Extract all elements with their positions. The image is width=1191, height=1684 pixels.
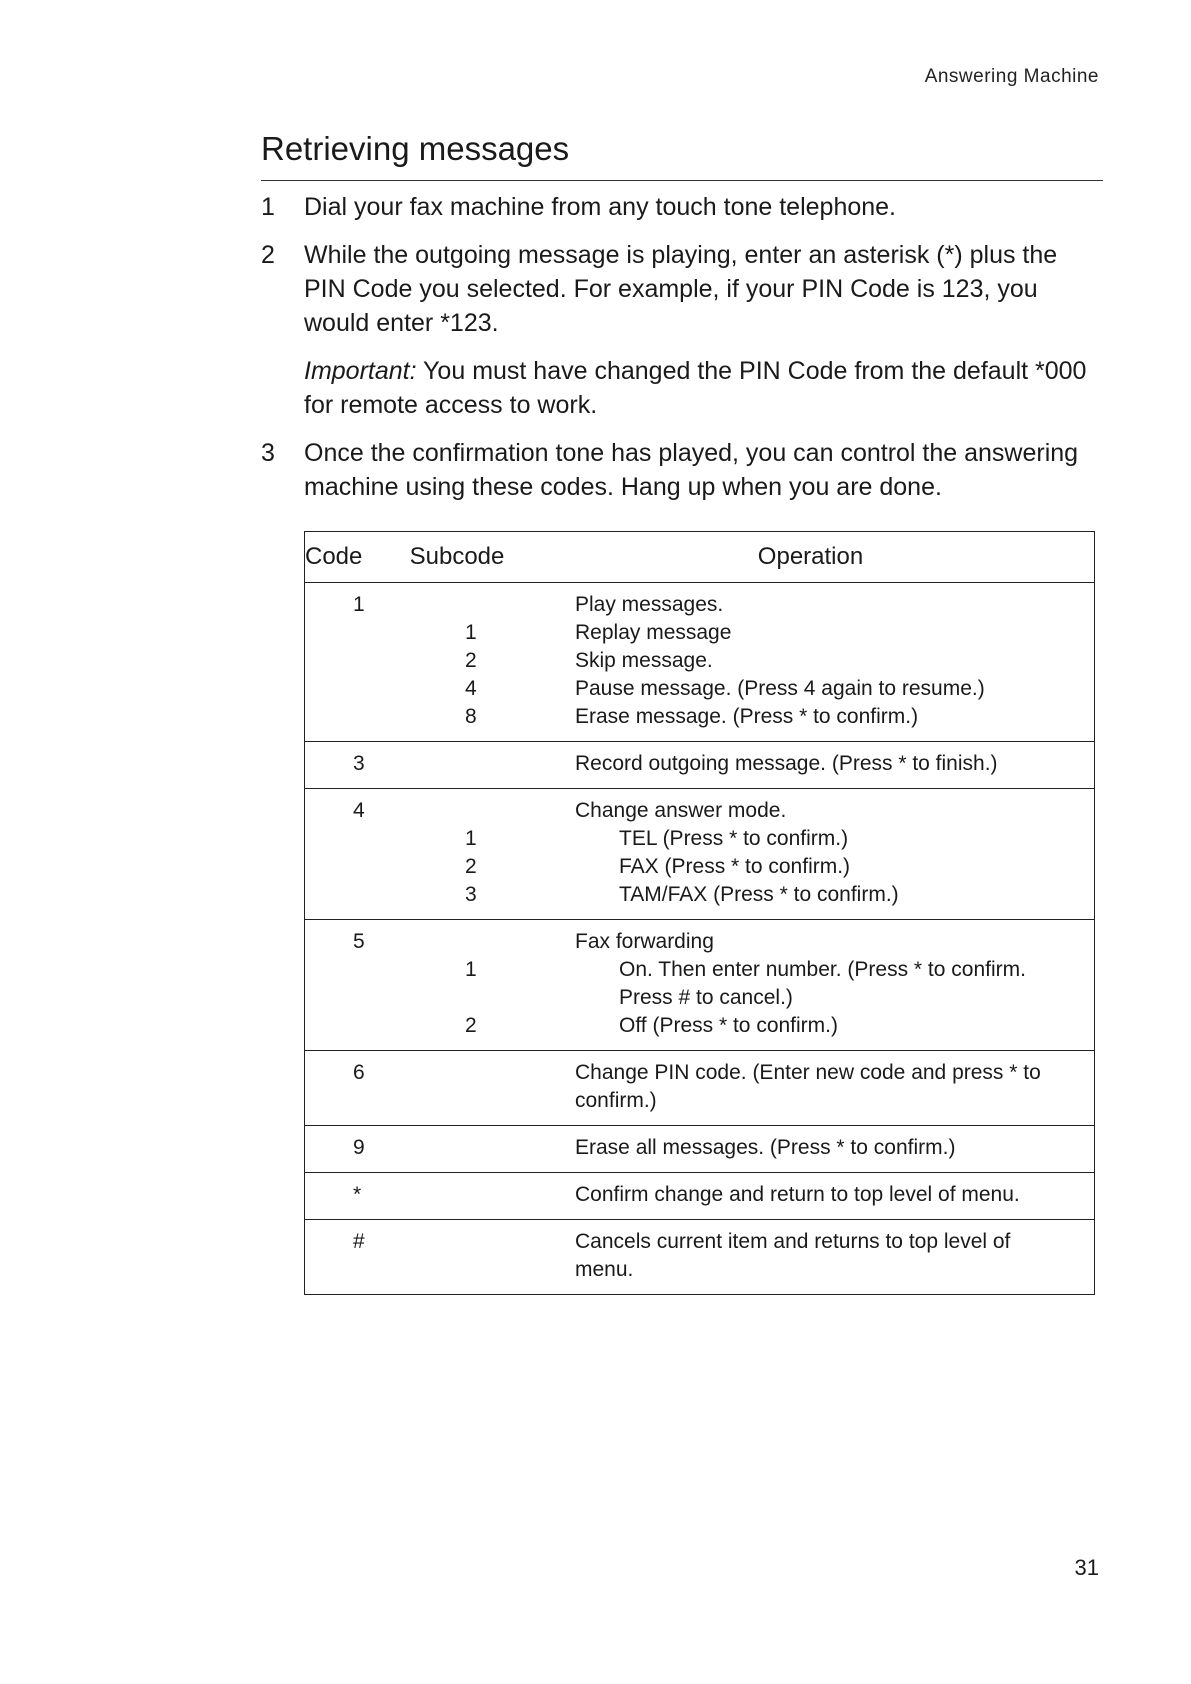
code-cell: 4	[353, 799, 365, 822]
code-cell	[305, 853, 415, 881]
step-number: 1	[261, 193, 275, 221]
steps-list	[261, 190, 1103, 518]
code-cell: *	[353, 1183, 362, 1206]
step-text: While the outgoing message is playing, enter an asterisk (*) plus the PIN Code you selected. For example, if your PIN Code is 123, you would enter *123.	[304, 241, 1058, 337]
title-divider	[261, 180, 1103, 181]
subcode-cell	[415, 1059, 575, 1115]
step-item	[261, 190, 1103, 224]
table-row	[305, 853, 1094, 881]
table-group	[305, 1051, 1094, 1126]
operation-cell: Replay message	[575, 621, 732, 644]
table-row	[305, 703, 1094, 731]
table-group	[305, 920, 1094, 1051]
table-group	[305, 1173, 1094, 1220]
subcode-cell: 2	[465, 649, 477, 672]
table-row	[305, 956, 1094, 1012]
page-title: Retrieving messages	[261, 130, 570, 167]
operation-cell: Confirm change and return to top level of menu.	[575, 1183, 1020, 1206]
code-cell: #	[353, 1230, 365, 1253]
operation-cell: Fax forwarding	[575, 930, 714, 953]
subcode-cell: 3	[465, 883, 477, 906]
code-cell	[305, 675, 415, 703]
code-cell	[305, 1012, 415, 1040]
table-row	[305, 797, 1094, 825]
step-number: 3	[261, 439, 275, 467]
operation-cell: Change answer mode.	[575, 799, 787, 822]
code-cell: 9	[353, 1136, 365, 1159]
operation-cell: TEL (Press * to confirm.)	[619, 827, 849, 850]
subcode-cell: 2	[465, 855, 477, 878]
table-group	[305, 1220, 1094, 1294]
operation-cell: On. Then enter number. (Press * to confirm. Press # to cancel.)	[619, 958, 1026, 1009]
operation-cell: Off (Press * to confirm.)	[619, 1014, 838, 1037]
step-item	[261, 238, 1103, 340]
subcode-cell: 8	[465, 705, 477, 728]
subcode-cell: 2	[465, 1014, 477, 1037]
step-text: Once the confirmation tone has played, you can control the answering machine using these codes. Hang up when you are done.	[304, 439, 1079, 501]
header-code: Code	[305, 543, 363, 570]
running-header: Answering Machine	[924, 66, 1099, 87]
table-row	[305, 1012, 1094, 1040]
table-row	[305, 1228, 1094, 1284]
operation-cell: Change PIN code. (Enter new code and press * to confirm.)	[575, 1061, 1041, 1112]
code-cell	[305, 703, 415, 731]
table-header	[305, 532, 1094, 583]
code-cell: 1	[353, 593, 365, 616]
code-cell	[305, 619, 415, 647]
operation-cell: Record outgoing message. (Press * to finish.)	[575, 752, 998, 775]
table-group	[305, 1126, 1094, 1173]
table-group	[305, 789, 1094, 920]
subcode-cell	[415, 1181, 575, 1209]
code-cell	[305, 956, 415, 1012]
note-label: Important:	[304, 357, 417, 385]
operation-cell: TAM/FAX (Press * to confirm.)	[619, 883, 899, 906]
table-group	[305, 583, 1094, 742]
step-text: Dial your fax machine from any touch tone telephone.	[304, 193, 897, 221]
table-row	[305, 928, 1094, 956]
code-cell: 3	[353, 752, 365, 775]
subcode-cell	[415, 591, 575, 619]
subcode-cell: 1	[465, 827, 477, 850]
step-number: 2	[261, 241, 275, 269]
table-row	[305, 675, 1094, 703]
subcode-cell: 1	[465, 958, 477, 981]
table-body	[305, 583, 1094, 1294]
note-text: You must have changed the PIN Code from the default *000 for remote access to work.	[304, 357, 1087, 419]
code-cell	[305, 825, 415, 853]
table-row	[305, 881, 1094, 909]
subcode-cell	[415, 1134, 575, 1162]
table-row	[305, 750, 1094, 778]
subcode-cell: 4	[465, 677, 477, 700]
code-cell	[305, 881, 415, 909]
step-item	[261, 436, 1103, 504]
subcode-cell: 1	[465, 621, 477, 644]
important-note	[304, 354, 1103, 422]
header-subcode: Subcode	[409, 543, 505, 570]
table-row	[305, 591, 1094, 619]
operation-cell: Erase message. (Press * to confirm.)	[575, 705, 919, 728]
subcode-cell	[415, 797, 575, 825]
table-row	[305, 1134, 1094, 1162]
table-row	[305, 1181, 1094, 1209]
code-cell: 5	[353, 930, 365, 953]
operation-cell: Cancels current item and returns to top level of menu.	[575, 1230, 1011, 1281]
operation-cell: Play messages.	[575, 593, 724, 616]
header-operation: Operation	[757, 543, 864, 570]
subcode-cell	[415, 928, 575, 956]
operation-cell: FAX (Press * to confirm.)	[619, 855, 851, 878]
code-cell: 6	[353, 1061, 365, 1084]
subcode-cell	[415, 1228, 575, 1284]
page-number: 31	[1074, 1555, 1099, 1580]
operation-cell: Skip message.	[575, 649, 713, 672]
operation-cell: Erase all messages. (Press * to confirm.)	[575, 1136, 956, 1159]
table-row	[305, 1059, 1094, 1115]
code-cell	[305, 647, 415, 675]
table-group	[305, 742, 1094, 789]
operation-cell: Pause message. (Press 4 again to resume.)	[575, 677, 985, 700]
subcode-cell	[415, 750, 575, 778]
table-row	[305, 619, 1094, 647]
table-row	[305, 825, 1094, 853]
table-row	[305, 647, 1094, 675]
remote-codes-table	[304, 531, 1095, 1295]
